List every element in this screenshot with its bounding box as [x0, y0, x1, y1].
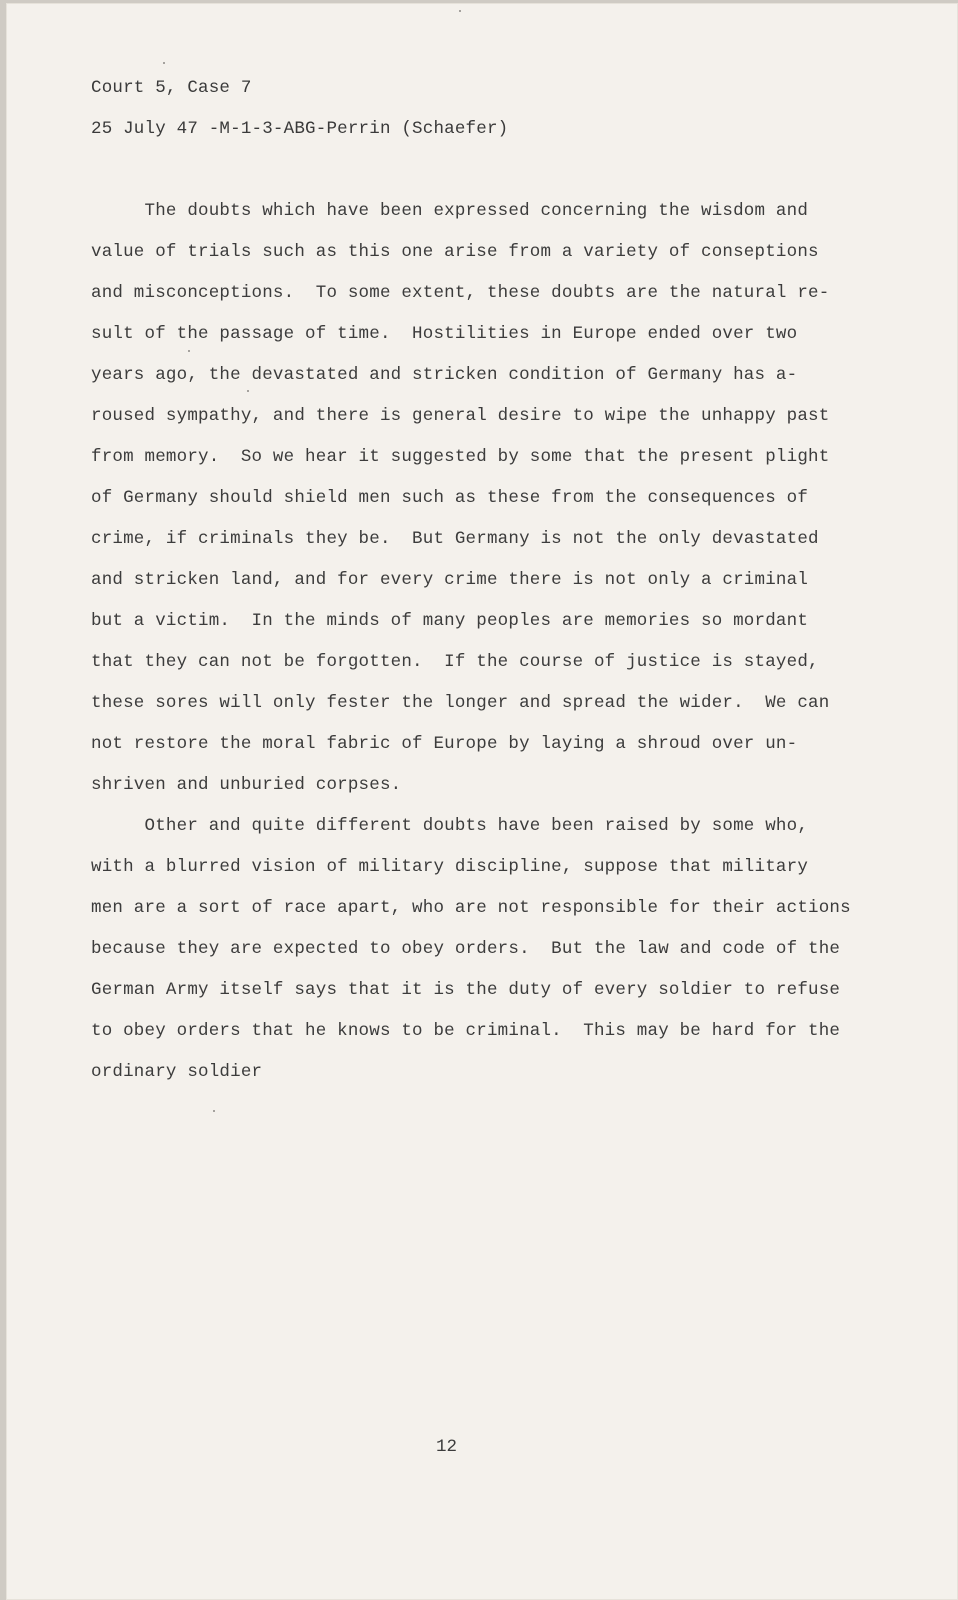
- court-case-heading: Court 5, Case 7: [91, 78, 252, 98]
- text-line: crime, if criminals they be. But Germany is not the only devastated: [91, 529, 819, 549]
- text-line: years ago, the devastated and stricken condition of Germany has a-: [91, 365, 798, 385]
- text-line: shriven and unburied corpses.: [91, 775, 402, 795]
- paper-speck: [163, 62, 165, 64]
- text-line: not restore the moral fabric of Europe by laying a shroud over un-: [91, 734, 798, 754]
- text-line: because they are expected to obey orders. But the law and code of the: [91, 939, 841, 959]
- text-line: and misconceptions. To some extent, these doubts are the natural re-: [91, 283, 830, 303]
- paper-speck: [459, 10, 461, 12]
- text-line: ordinary soldier: [91, 1062, 263, 1082]
- paper-speck: [213, 1110, 215, 1112]
- text-line: men are a sort of race apart, who are not responsible for their actions: [91, 898, 851, 918]
- document-page: [6, 3, 958, 1600]
- text-line: from memory. So we hear it suggested by some that the present plight: [91, 447, 830, 467]
- text-line: that they can not be forgotten. If the course of justice is stayed,: [91, 652, 819, 672]
- text-line: but a victim. In the minds of many peoples are memories so mordant: [91, 611, 809, 631]
- text-line: with a blurred vision of military discipline, suppose that military: [91, 857, 809, 877]
- text-line: of Germany should shield men such as these from the consequences of: [91, 488, 809, 508]
- text-line: sult of the passage of time. Hostilities in Europe ended over two: [91, 324, 798, 344]
- page-number: 12: [436, 1437, 458, 1457]
- paper-speck: [247, 390, 249, 392]
- reference-line: 25 July 47 -M-1-3-ABG-Perrin (Schaefer): [91, 119, 509, 139]
- text-line: The doubts which have been expressed concerning the wisdom and: [91, 201, 809, 221]
- text-line: these sores will only fester the longer and spread the wider. We can: [91, 693, 830, 713]
- text-line: Other and quite different doubts have been raised by some who,: [91, 816, 809, 836]
- text-line: and stricken land, and for every crime there is not only a criminal: [91, 570, 809, 590]
- text-line: roused sympathy, and there is general desire to wipe the unhappy past: [91, 406, 830, 426]
- text-line: to obey orders that he knows to be criminal. This may be hard for the: [91, 1021, 841, 1041]
- text-line: value of trials such as this one arise from a variety of conseptions: [91, 242, 819, 262]
- text-line: German Army itself says that it is the duty of every soldier to refuse: [91, 980, 841, 1000]
- paper-speck: [188, 350, 190, 352]
